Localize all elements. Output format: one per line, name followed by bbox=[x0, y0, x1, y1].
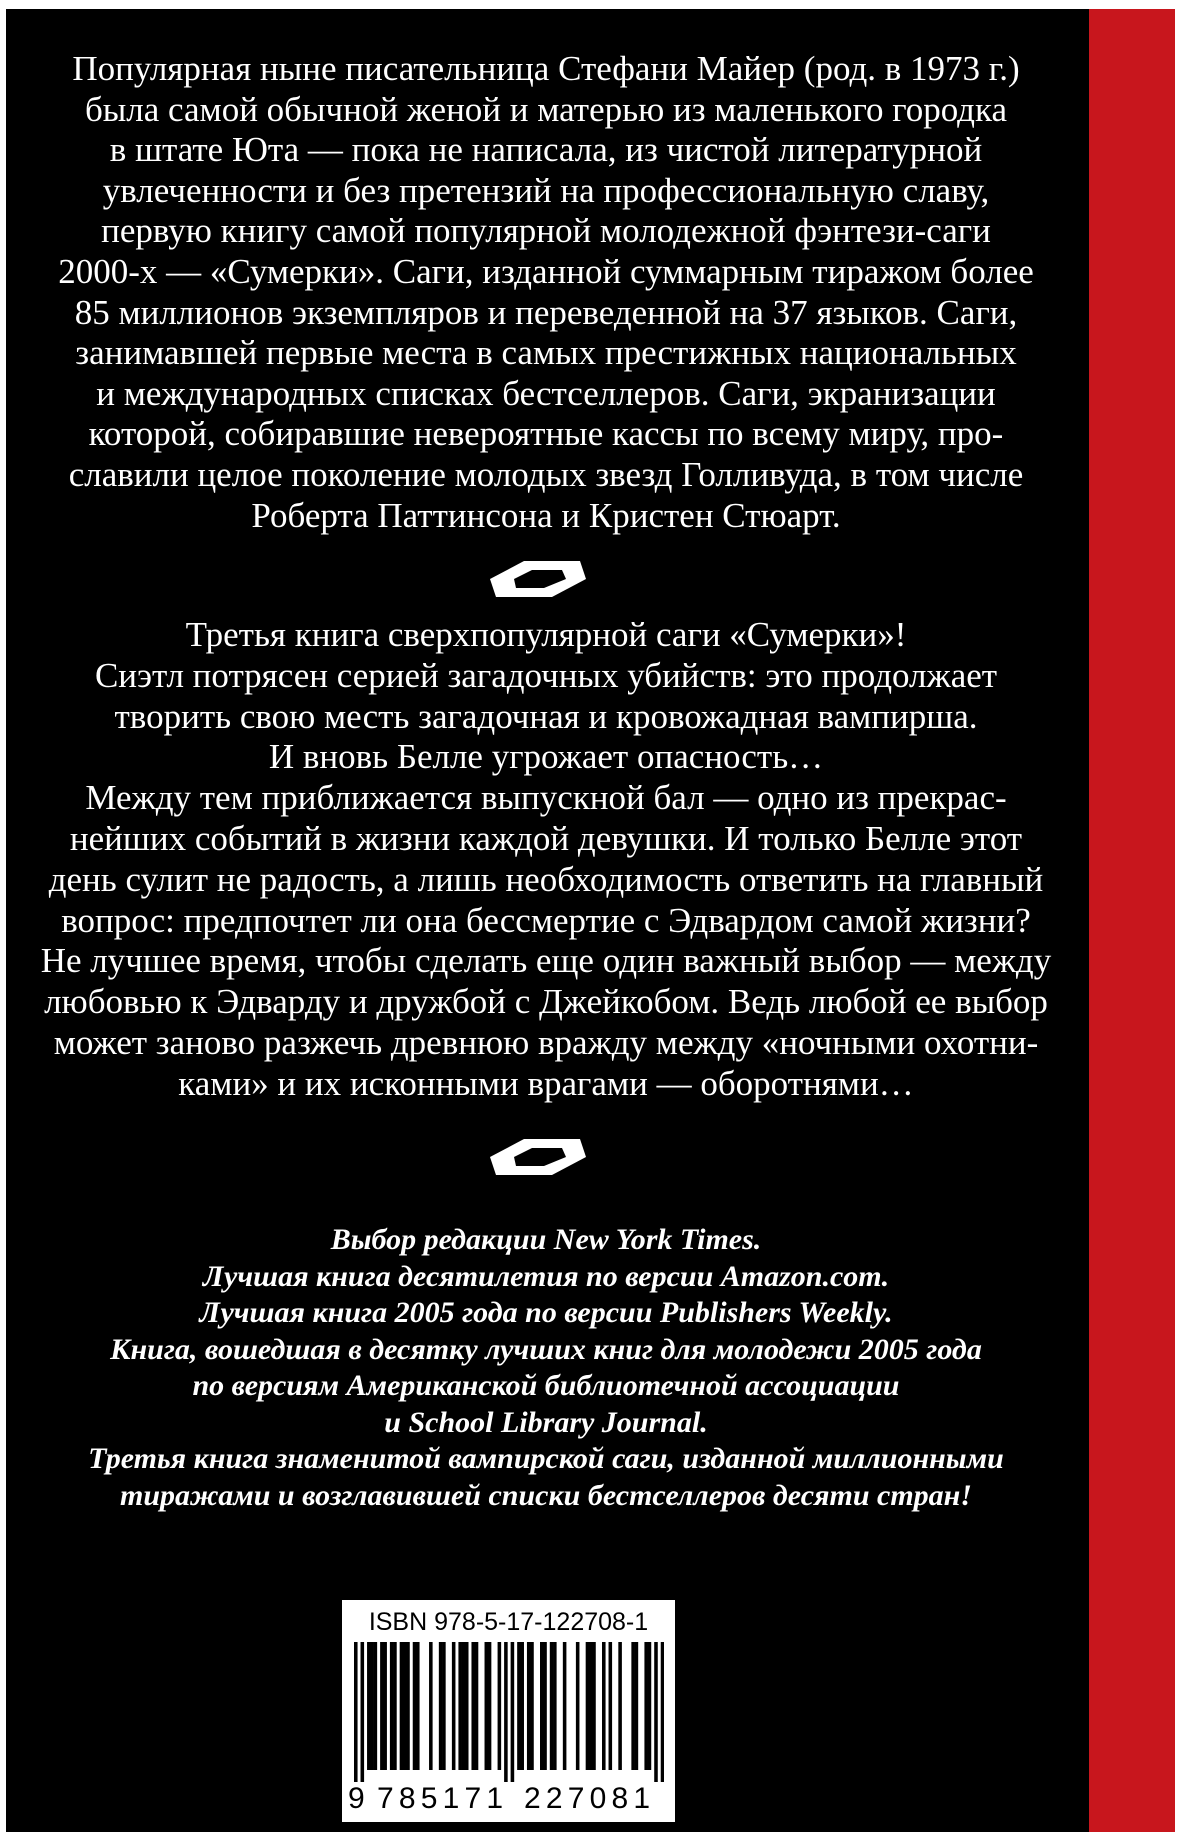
barcode-bar bbox=[462, 1642, 466, 1770]
barcode-bar bbox=[602, 1642, 606, 1770]
author-paragraph bbox=[20, 49, 1072, 536]
barcode-bar bbox=[644, 1642, 648, 1770]
barcode-digits-left: 785171 bbox=[377, 1782, 509, 1815]
author-paragraph-line: в штате Юта — пока не написала, из чистой литературной bbox=[109, 130, 983, 170]
accolade-line: Лучшая книга 2005 года по версии Publishers Weekly. bbox=[199, 1296, 893, 1329]
book-description-line: день сулит не радость, а лишь необходимость ответить на главный bbox=[48, 859, 1044, 899]
barcode-bar bbox=[589, 1642, 593, 1770]
author-paragraph-line: 85 миллионов экземпляров и переведенной на 37 языков. Саги, bbox=[74, 292, 1018, 332]
book-description-line: нейших событий в жизни каждой девушки. И только Белле этот bbox=[69, 818, 1023, 858]
barcode-bar bbox=[592, 1642, 596, 1770]
barcode-bar bbox=[380, 1642, 384, 1770]
book-description bbox=[20, 615, 1072, 1105]
barcode-bar bbox=[413, 1642, 417, 1770]
barcode-bar bbox=[586, 1642, 590, 1770]
barcode-bar bbox=[475, 1642, 479, 1770]
barcode-bar bbox=[654, 1642, 658, 1782]
book-description-line: И вновь Белле угрожает опасность… bbox=[268, 737, 824, 777]
barcode-bars bbox=[354, 1642, 664, 1782]
barcode-bar bbox=[406, 1642, 410, 1770]
author-paragraph-line: Роберта Паттинсона и Кристен Стюарт. bbox=[251, 495, 841, 535]
barcode-bar bbox=[498, 1642, 502, 1770]
barcode-bar bbox=[635, 1642, 639, 1770]
barcode-bar bbox=[540, 1642, 544, 1770]
author-paragraph-line: которой, собиравшие невероятные кассы по всему миру, про- bbox=[88, 414, 1004, 454]
isbn-label: ISBN 978-5-17-122708-1 bbox=[368, 1608, 649, 1636]
diamond-ornament-icon bbox=[486, 1137, 590, 1177]
barcode-bar bbox=[465, 1642, 469, 1770]
book-description-line: вопрос: предпочтет ли она бессмертие с Эдвардом самой жизни? bbox=[61, 900, 1031, 940]
barcode-bar bbox=[403, 1642, 407, 1770]
book-description-line: может заново разжечь древнюю вражду между «ночными охотни- bbox=[53, 1022, 1039, 1062]
barcode-bar bbox=[374, 1642, 378, 1770]
barcode-bar bbox=[370, 1642, 374, 1770]
book-description-line: любовью к Эдварду и дружбой с Джейкобом. Ведь любой ее выбор bbox=[44, 982, 1048, 1022]
barcode-bar bbox=[520, 1642, 524, 1770]
barcode-bar bbox=[429, 1642, 433, 1770]
author-paragraph-line: занимавшей первые места в самых престижных национальных bbox=[75, 333, 1017, 373]
book-description-line: Не лучшее время, чтобы сделать еще один важный выбор — между bbox=[40, 941, 1052, 981]
barcode-digits-right: 227081 bbox=[524, 1782, 656, 1815]
barcode-bar bbox=[504, 1642, 508, 1782]
barcode-bar bbox=[390, 1642, 394, 1770]
barcode-digit-first: 9 bbox=[348, 1782, 365, 1815]
barcode-bar bbox=[648, 1642, 652, 1770]
barcode-bar bbox=[576, 1642, 580, 1770]
accolade-line: тиражами и возглавившей списки бестселлеров десяти стран! bbox=[120, 1478, 972, 1512]
barcode-bar bbox=[471, 1642, 475, 1770]
barcode-bar bbox=[485, 1642, 489, 1770]
diamond-ornament-icon bbox=[486, 559, 590, 599]
author-paragraph-line: первую книгу самой популярной молодежной фэнтези-саги bbox=[101, 211, 991, 251]
barcode-bar bbox=[511, 1642, 515, 1782]
barcode-bar bbox=[400, 1642, 404, 1770]
barcode-bar bbox=[661, 1642, 664, 1782]
barcode-bar bbox=[609, 1642, 613, 1770]
barcode-bar bbox=[618, 1642, 622, 1770]
barcode-bar bbox=[517, 1642, 521, 1770]
accolade-line: Выбор редакции New York Times. bbox=[330, 1223, 762, 1256]
barcode-bar bbox=[442, 1642, 446, 1770]
barcode-bar bbox=[416, 1642, 420, 1770]
barcode-bar bbox=[354, 1642, 358, 1782]
book-description-line: ками» и их исконными врагами — оборотнями… bbox=[178, 1063, 914, 1103]
author-paragraph-line: славили целое поколение молодых звезд Голливуда, в том числе bbox=[68, 454, 1024, 494]
barcode-bar bbox=[361, 1642, 365, 1782]
book-description-line: творить свою месть загадочная и кровожадная вампирша. bbox=[114, 696, 978, 736]
barcode-bar bbox=[527, 1642, 531, 1770]
author-paragraph-line: 2000-х — «Сумерки». Саги, изданной суммарным тиражом более bbox=[58, 251, 1034, 291]
barcode-bar bbox=[563, 1642, 567, 1770]
barcode-bar bbox=[631, 1642, 635, 1770]
author-paragraph-line: была самой обычной женой и матерью из маленького городка bbox=[84, 89, 1007, 129]
isbn-barcode bbox=[342, 1600, 675, 1822]
barcode-bar bbox=[458, 1642, 462, 1770]
barcode-bar bbox=[488, 1642, 492, 1770]
accolade-line: Третья книга знаменитой вампирской саги, изданной миллионными bbox=[88, 1442, 1004, 1475]
accolade-line: по версиям Американской библиотечной ассоциации bbox=[192, 1369, 900, 1402]
accolades-block bbox=[20, 1222, 1072, 1514]
accolade-line: Книга, вошедшая в десятку лучших книг для молодежи 2005 года bbox=[110, 1332, 982, 1366]
author-paragraph-line: увлеченности и без претензий на профессиональную славу, bbox=[102, 170, 990, 210]
barcode-bar bbox=[393, 1642, 397, 1770]
barcode-bar bbox=[452, 1642, 456, 1770]
barcode-digits bbox=[342, 1782, 675, 1818]
book-description-line: Сиэтл потрясен серией загадочных убийств: это продолжает bbox=[94, 655, 998, 695]
author-paragraph-line: Популярная ныне писательница Стефани Майер (род. в 1973 г.) bbox=[72, 49, 1020, 88]
book-description-line: Между тем приближается выпускной бал — одно из прекрас- bbox=[85, 778, 1007, 818]
author-paragraph-line: и международных списках бестселлеров. Саги, экранизации bbox=[96, 373, 996, 413]
barcode-bar bbox=[550, 1642, 554, 1770]
barcode-bar bbox=[553, 1642, 557, 1770]
red-spine-stripe bbox=[1089, 9, 1175, 1832]
barcode-bar bbox=[543, 1642, 547, 1770]
barcode-bar bbox=[367, 1642, 371, 1770]
accolade-line: Лучшая книга десятилетия по версии Amazon.com. bbox=[202, 1259, 890, 1293]
book-description-line: Третья книга сверхпопулярной саги «Сумерки»! bbox=[185, 615, 907, 654]
barcode-bar bbox=[383, 1642, 387, 1770]
barcode-bar bbox=[439, 1642, 443, 1770]
barcode-bar bbox=[530, 1642, 534, 1770]
accolade-line: и School Library Journal. bbox=[384, 1405, 708, 1439]
